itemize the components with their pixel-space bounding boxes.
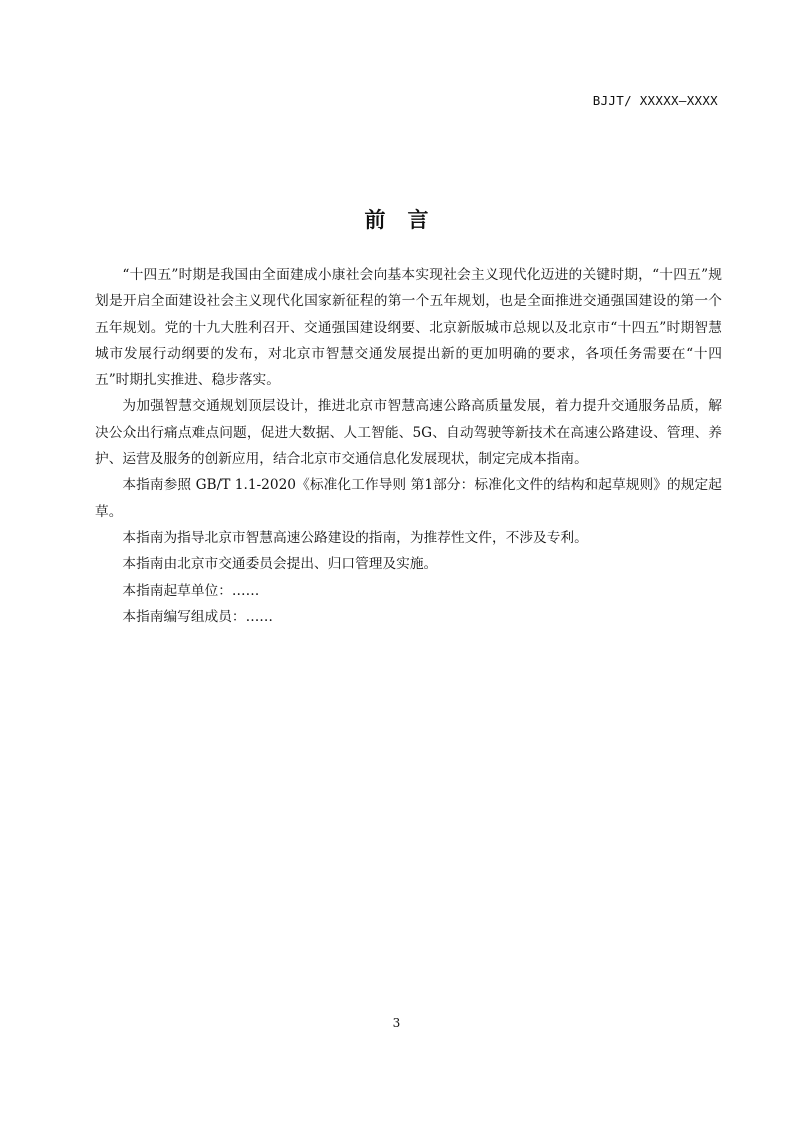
paragraph: 为加强智慧交通规划顶层设计，推进北京市智慧高速公路高质量发展，着力提升交通服务品质，解决公众出行痛点难点问题，促进大数据、人工智能、5G、自动驾驶等新技术在高速公路建设、管理、养护、运营及服务的创新应用，结合北京市交通信息化发展现状，制定完成本指南。 <box>95 398 722 468</box>
page-number: 3 <box>392 1016 401 1030</box>
foreword-body <box>95 262 722 630</box>
paragraph: 本指南编写组成员：…… <box>122 608 273 625</box>
paragraph: “十四五”时期是我国由全面建成小康社会向基本实现社会主义现代化迈进的关键时期，“十四五”规划是开启全面建设社会主义现代化国家新征程的第一个五年规划，也是全面推进交通强国建设的第一个五年规划。党的十九大胜利召开、交通强国建设纲要、北京新版城市总规以及北京市“十四五”时期智慧城市发展行动纲要的发布，对北京市智慧交通发展提出新的更加明确的要求，各项任务需要在“十四五”时期扎实推进、稳步落实。 <box>95 267 722 389</box>
document-code: BJJT/ XXXXX—XXXX <box>592 93 718 108</box>
paragraph: 本指南为指导北京市智慧高速公路建设的指南，为推荐性文件，不涉及专利。 <box>122 529 588 546</box>
paragraph: 本指南参照 GB/T 1.1-2020《标准化工作导则 第1部分：标准化文件的结构和起草规则》的规定起草。 <box>95 477 722 520</box>
page-title: 前言 <box>364 208 451 232</box>
paragraph: 本指南起草单位：…… <box>122 582 260 599</box>
paragraph: 本指南由北京市交通委员会提出、归口管理及实施。 <box>122 556 438 573</box>
